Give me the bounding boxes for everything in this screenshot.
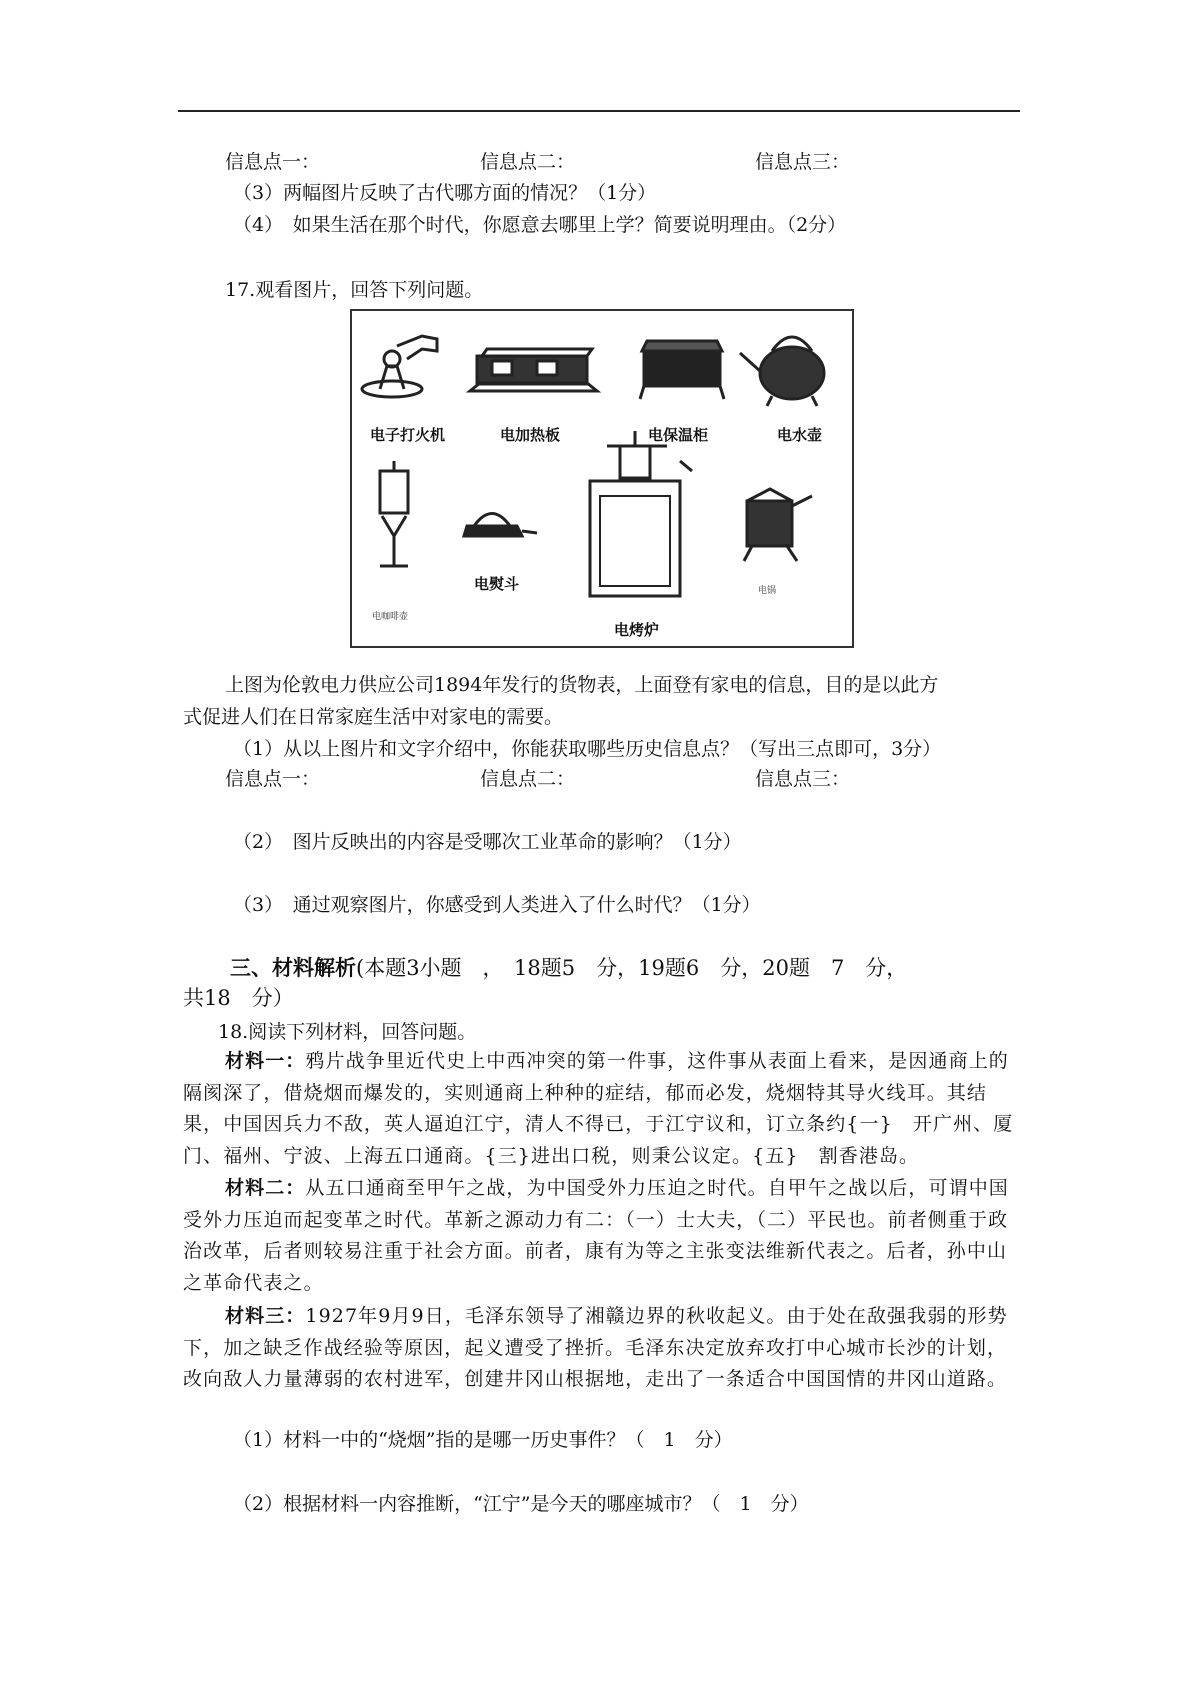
- caption-coffee-urn: 电咖啡壶: [372, 612, 409, 622]
- q17-description-line-2: 式促进人们在日常家庭生活中对家电的需要。: [183, 706, 564, 728]
- q17-title: 17.观看图片，回答下列问题。: [225, 279, 484, 301]
- q16-info-point-1: 信息点一：: [225, 151, 321, 173]
- electric-kettle-drawing: [740, 337, 824, 406]
- caption-oven: 电烤炉: [614, 621, 660, 639]
- caption-warming-cabinet: 电保温柜: [648, 426, 709, 444]
- section-3-detail: (本题3小题 ， 18题5 分，19题6 分，20题 7 分，: [356, 956, 908, 980]
- q17-question-3: （3） 通过观察图片，你感受到人类进入了什么时代？（1分）: [233, 894, 761, 916]
- caption-pot: 电锅: [758, 586, 777, 596]
- q17-description-line-1: 上图为伦敦电力供应公司1894年发行的货物表，上面登有家电的信息，目的是以此方: [225, 674, 939, 696]
- q16-question-3: （3）两幅图片反映了古代哪方面的情况？（1分）: [233, 182, 657, 204]
- q16-info-point-2: 信息点二：: [480, 151, 576, 173]
- caption-heating-plate: 电加热板: [500, 426, 561, 444]
- q17-info-point-3: 信息点三：: [755, 768, 851, 790]
- q17-info-point-1: 信息点一：: [225, 768, 321, 790]
- electric-iron-drawing: [464, 514, 537, 537]
- q16-question-4: （4） 如果生活在那个时代，你愿意去哪里上学？简要说明理由。（2分）: [233, 214, 847, 236]
- electric-oven-drawing: [590, 431, 692, 596]
- electric-warming-cabinet-drawing: [640, 341, 724, 399]
- material-3-text: 1927年9月9日，毛泽东领导了湘赣边界的秋收起义。由于处在敌强我弱的形势下，加之缺乏作战经验等原因，起义遭受了挫折。毛泽东决定放弃攻打中心城市长沙的计划，改向敌人力量薄弱的农村进军，创建井冈山根据地，走出了一条适合中国国情的井冈山道路。: [183, 1305, 1008, 1390]
- electric-coffee-urn-drawing: [380, 461, 408, 566]
- section-3-total: 共18 分）: [183, 986, 294, 1010]
- material-3: [183, 1301, 1021, 1396]
- electric-pot-drawing: [744, 489, 812, 561]
- material-1-label: 材料一：: [225, 1050, 306, 1072]
- q17-info-point-2: 信息点二：: [480, 768, 576, 790]
- header-rule: [178, 110, 1020, 112]
- material-1-text: 鸦片战争里近代史上中西冲突的第一件事，这件事从表面上看来，是因通商上的隔阂深了，借烧烟而爆发的，实则通商上种种的症结，郁而必发，烧烟特其导火线耳。其结果，中国因兵力不敌，英人逼迫江宁，清人不得已，于江宁议和，订立条约{一} 开广州、厦门、福州、宁波、上海五口通商。{三}进出口税，则秉公议定。{五} 割香港岛。: [183, 1050, 1014, 1167]
- electric-heating-plate-drawing: [470, 349, 597, 391]
- material-2-label: 材料二：: [225, 1177, 306, 1199]
- q17-question-2: （2） 图片反映出的内容是受哪次工业革命的影响？（1分）: [233, 831, 742, 853]
- material-1: [183, 1046, 1021, 1172]
- caption-iron: 电熨斗: [474, 575, 520, 593]
- section-3-title: 三、材料解析: [230, 956, 356, 980]
- electric-lighter-drawing: [362, 336, 437, 397]
- q18-title: 18.阅读下列材料，回答问题。: [218, 1021, 477, 1043]
- q18-question-2: （2）根据材料一内容推断，“江宁”是今天的哪座城市？（ 1 分）: [233, 1493, 809, 1515]
- caption-lighter: 电子打火机: [370, 426, 446, 444]
- material-2: [183, 1173, 1021, 1299]
- material-2-text: 从五口通商至甲午之战，为中国受外力压迫之时代。自甲午之战以后，可谓中国受外力压迫而起变革之时代。革新之源动力有二：（一）士大夫，（二）平民也。前者侧重于政治改革，后者则较易注重于社会方面。前者，康有为等之主张变法维新代表之。后者，孙中山之革命代表之。: [183, 1177, 1009, 1294]
- caption-kettle: 电水壶: [777, 426, 823, 444]
- q17-question-1: （1）从以上图片和文字介绍中，你能获取哪些历史信息点？（写出三点即可，3分）: [233, 738, 942, 760]
- section-3-heading: [230, 955, 907, 982]
- q18-question-1: （1）材料一中的“烧烟”指的是哪一历史事件？（ 1 分）: [233, 1429, 733, 1451]
- material-3-label: 材料三：: [225, 1305, 306, 1327]
- appliance-drawings: [352, 311, 852, 646]
- appliance-catalog-figure: [350, 309, 854, 648]
- q16-info-point-3: 信息点三：: [755, 151, 851, 173]
